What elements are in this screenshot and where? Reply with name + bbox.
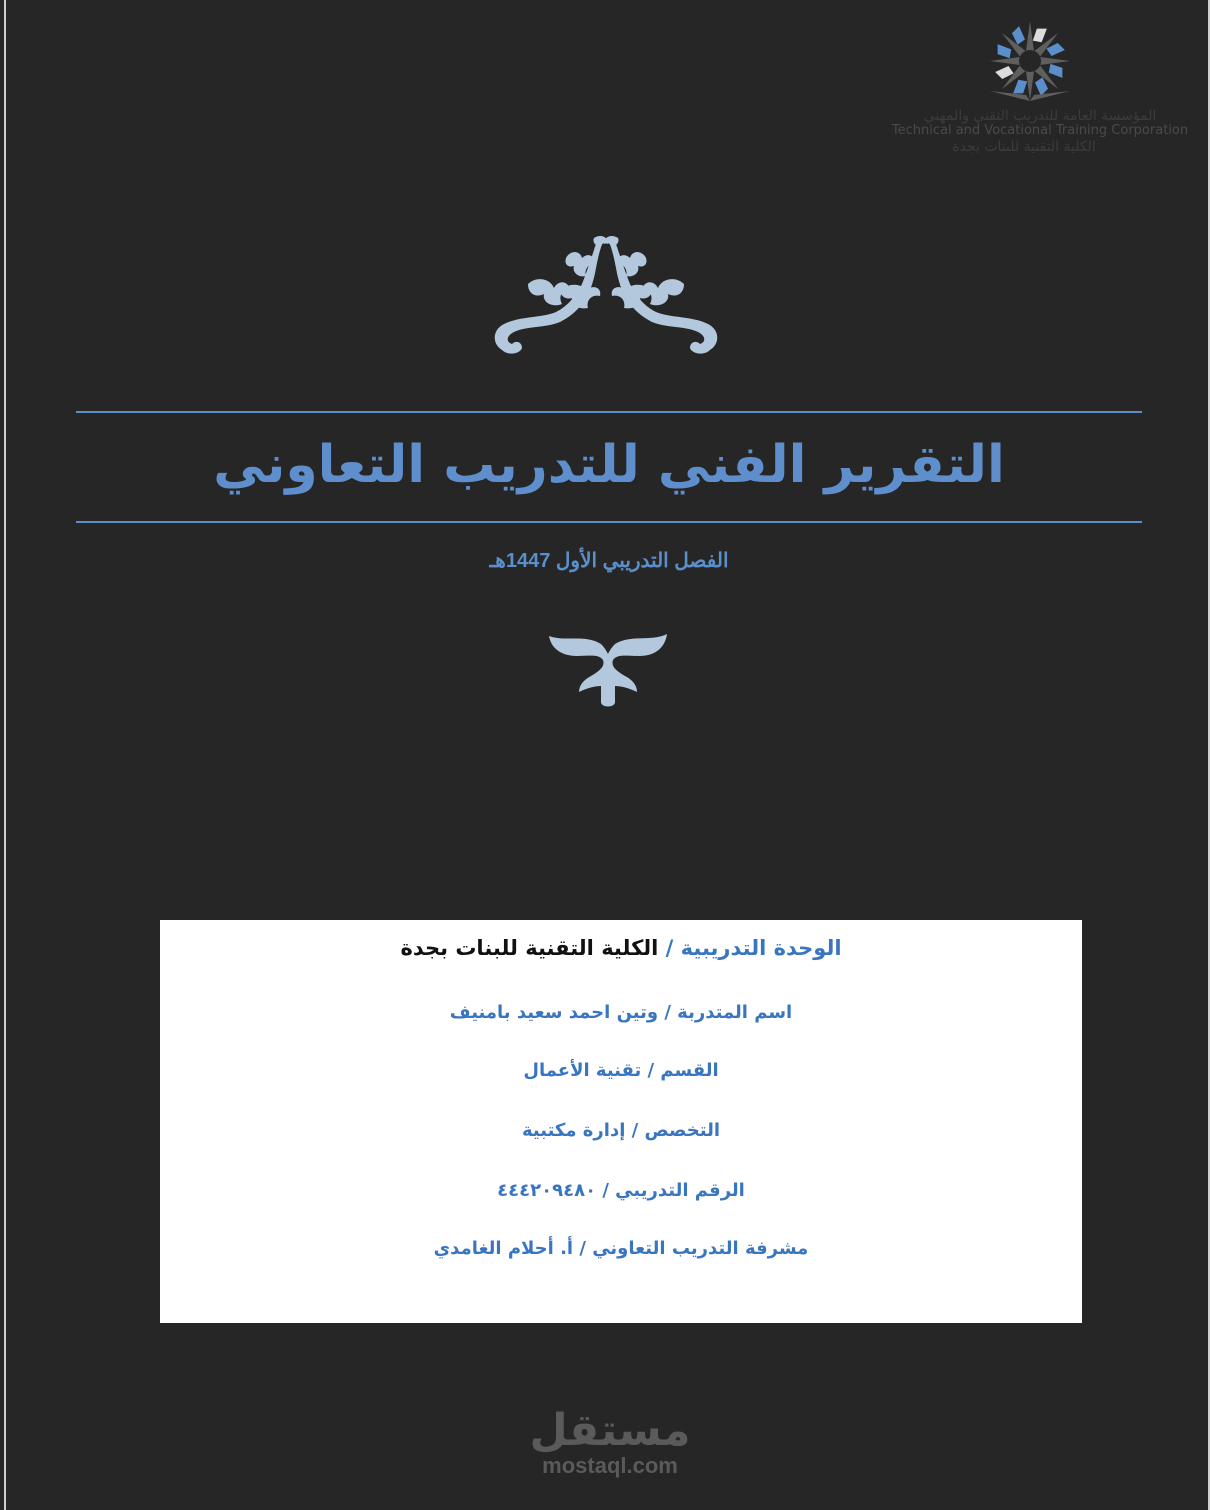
leaf-divider-ornament-icon	[545, 630, 671, 714]
logo-org-name-arabic: المؤسسة العامة للتدريب التقني والمهني	[923, 108, 1157, 124]
watermark-arabic: مستقل	[529, 1405, 691, 1456]
report-title: التقرير الفني للتدريب التعاوني	[213, 435, 1005, 495]
logo-org-name-english: Technical and Vocational Training Corporation	[891, 123, 1189, 139]
training-unit-row	[160, 936, 1082, 960]
logo-college-name: الكلية التقنية للبنات بجدة	[952, 139, 1096, 156]
page-border-left	[4, 0, 6, 1510]
organization-logo	[870, 18, 1190, 155]
tvtc-star-emblem-icon	[987, 18, 1073, 104]
title-rule-bottom	[76, 521, 1142, 523]
training-unit-label: الوحدة التدريبية /	[658, 936, 842, 960]
supervisor-row: مشرفة التدريب التعاوني / أ. أحلام الغامدي	[433, 1238, 809, 1259]
department-row: القسم / تقنية الأعمال	[523, 1060, 719, 1081]
trainee-name-row: اسم المتدربة / وتين احمد سعيد بامنيف	[449, 1002, 793, 1023]
mostaql-watermark	[520, 1405, 700, 1478]
title-rule-top	[76, 411, 1142, 413]
floral-scroll-ornament-icon	[490, 232, 722, 362]
training-unit-value: الكلية التقنية للبنات بجدة	[400, 936, 659, 960]
major-row: التخصص / إدارة مكتبية	[521, 1120, 721, 1141]
trainee-info-box	[160, 920, 1082, 1323]
semester-subtitle: الفصل التدريبي الأول 1447هـ	[489, 550, 729, 572]
training-number-row: الرقم التدريبي / ٤٤٤٢٠٩٤٨٠	[497, 1180, 745, 1201]
watermark-domain: mostaql.com	[542, 1453, 678, 1478]
